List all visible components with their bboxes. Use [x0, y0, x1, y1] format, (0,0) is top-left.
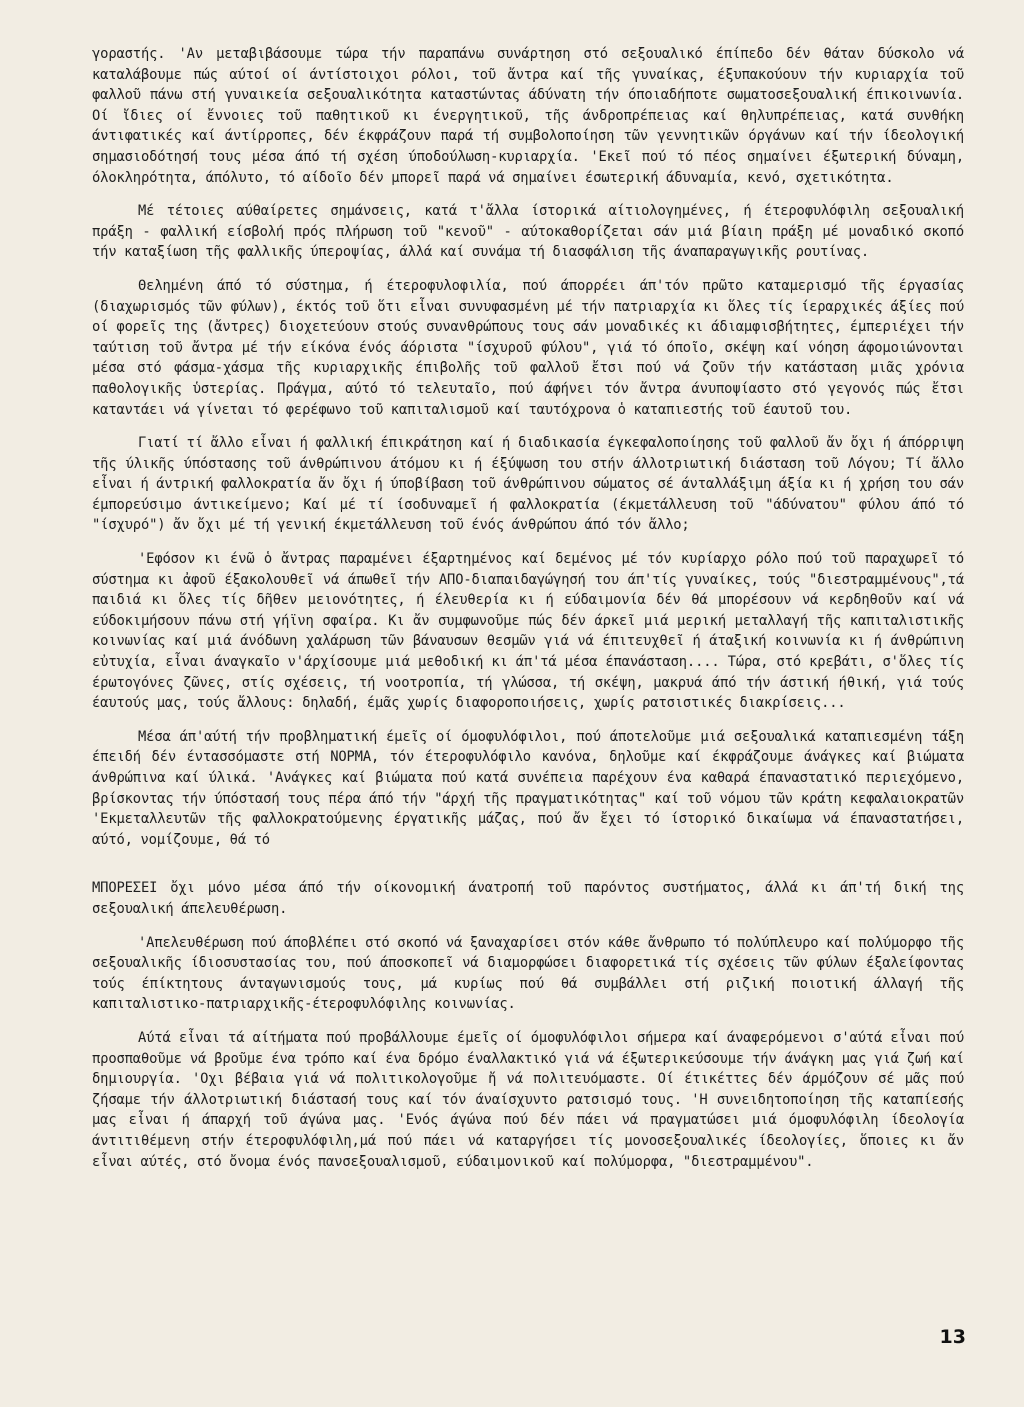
paragraph-3: Θελημένη άπό τό σύστημα, ή έτεροφυλοφιλία, πού άπορρέει άπ'τόν πρῶτο καταμερισμό τῆς έργασίας (διαχωρισμός τῶν φύλων), έκτός τοῦ ὅτι εἶναι συνυφασμένη μέ τήν πατριαρχία κι ὅλες τίς ίεραρχικές άξίες πού οί φορεῖς της (ἄντρες) διοχετεύουν στούς συνανθρώπους τους σάν μοναδικές κι άδιαμφισβήτητες, έμπεριέχει τήν ταύτιση τοῦ ἄντρα μέ τήν είκόνα ένός άόριστα "ίσχυροῦ φύλου", γιά τό όποῖο, σκέψη καί νόηση άφομοιώνονται μέσα στό φάσμα-χάσμα τῆς κυριαρχικῆς έπιβολῆς τοῦ φαλλοῦ ἔτσι πού νά ζοῦν τήν κατάσταση μιᾶς χρόνια παθολογικῆς ὑστερίας. Πράγμα, αύτό τό τελευταῖο, πού άφήνει τόν ἄντρα άνυποψίαστο στό γεγονός πώς ἔτσι καταντάει νά γίνεται τό φερέφωνο τοῦ καπιταλισμοῦ καί ταυτόχρονα ὁ καταπιεστής τοῦ έαυτοῦ του. — [92, 277, 964, 418]
page-number: 13 — [939, 1326, 966, 1348]
paragraph-5: 'Εφόσον κι ένῶ ὁ ἄντρας παραμένει έξαρτημένος καί δεμένος μέ τόν κυρίαρχο ρόλο πού τοῦ παραχωρεῖ τό σύστημα κι ἀφοῦ έξακολουθεῖ νά άπωθεῖ τήν ΑΠΟ-διαπαιδαγώγησή του άπ'τίς γυναίκες, τούς "διεστραμμένους",τά παιδιά κι ὅλες τίς δῆθεν μειονότητες, ή έλευθερία κι ή εύδαιμονία δέν θά μπορέσουν νά κερδηθοῦν καί νά εύδοκιμήσουν πάνω στή γήϊνη σφαίρα. Κι ἄν συμφωνοῦμε πώς δέν άρκεῖ μιά μερική μεταλλαγή τῆς καπιταλιστικῆς κοινωνίας καί μιά άνόδωνη χαλάρωση τῶν βάναυσων θεσμῶν γιά νά έπιτευχθεῖ ή άταξική κοινωνία κι ή άνθρώπινη εὐτυχία, εἶναι άναγκαῖο ν'άρχίσουμε μιά μεθοδική κι άπ'τά μέσα έπανάσταση.... Τώρα, στό κρεβάτι, σ'ὅλες τίς έρωτογόνες ζῶνες, στίς σχέσεις, τή νοοτροπία, τή γλώσσα, τή σκέψη, μακρυά άπό τήν άστική ήθική, γιά τούς έαυτούς μας, τούς ἄλλους: δηλαδή, έμᾶς χωρίς διαφοροποιήσεις, χωρίς ρατσιστικές διακρίσεις... — [92, 551, 964, 712]
paragraph-8: 'Απελευθέρωση πού άποβλέπει στό σκοπό νά ξαναχαρίσει στόν κάθε ἄνθρωπο τό πολύπλευρο καί πολύμορφο τῆς σεξουαλικῆς ίδιοσυστασίας του, πού άποσκοπεῖ νά διαμορφώσει διαφορετικά τίς σχέσεις τῶν φύλων έξαλείφοντας τούς έπίκτητους άνταγωνισμούς τους, μά κυρίως πού θά συμβάλλει στή ριζική ποιοτική άλλαγή τῆς καπιταλιστικο-πατριαρχικῆς-έτεροφυλόφιλης κοινωνίας. — [92, 934, 964, 1013]
paragraph-4: Γιατί τί ἄλλο εἶναι ή φαλλική έπικράτηση καί ή διαδικασία έγκεφαλοποίησης τοῦ φαλλοῦ ἄν ὄχι ή άπόρριψη τῆς ύλικῆς ύπόστασης τοῦ άνθρώπινου άτόμου κι ή έξύψωση του στήν άλλοτριωτική διάσταση τοῦ Λόγου; Τί ἄλλο εἶναι ή άντρική φαλλοκρατία ἄν ὄχι ή ύποβίβαση τοῦ άνθρώπινου σώματος σέ άνταλλάξιμη άξία κι ή χρήση του σάν έμπορεύσιμο άντικείμενο; Καί μέ τί ίσοδυναμεῖ ή φαλλοκρατία (έκμετάλλευση τοῦ "άδύνατου" φύλου άπό τό "ίσχυρό") ἄν ὄχι μέ τή γενική έκμετάλλευση τοῦ ένός άνθρώπου άπό τόν ἄλλο; — [92, 435, 964, 534]
paragraph-2: Μέ τέτοιες αύθαίρετες σημάνσεις, κατά τ'ἄλλα ίστορικά αίτιολογημένες, ή έτεροφυλόφιλη σεξουαλική πράξη - φαλλική είσβολή πρός πλήρωση τοῦ "κενοῦ" - αύτοκαθορίζεται σάν μιά βίαιη πράξη μέ μοναδικό σκοπό τήν καταξίωση τῆς φαλλικῆς ύπεροψίας, άλλά καί συνάμα τή διασφάλιση τῆς άναπαραγωγικῆς ρουτίνας. — [92, 203, 964, 261]
paragraph-9: Αύτά εἶναι τά αίτήματα πού προβάλλουμε έμεῖς οί όμοφυλόφιλοι σήμερα καί άναφερόμενοι σ'αύτά εἶναι πού προσπαθοῦμε νά βροῦμε ένα τρόπο καί ένα δρόμο έναλλακτικό γιά νά έξωτερικεύσουμε τήν άνάγκη μας γιά ζωή καί δημιουργία. 'Οχι βέβαια γιά νά πολιτικολογοῦμε ἤ νά πολιτευόμαστε. Οί έτικέττες δέν άρμόζουν σέ μᾶς πού ζήσαμε τήν άλλοτριωτική διάστασή τους καί τόν άναίσχυντο ρατσισμό τους. 'Η συνειδητοποίηση τῆς καταπίεσής μας εἶναι ή άπαρχή τοῦ άγώνα μας. 'Ενός άγώνα πού δέν πάει νά πραγματώσει μιά όμοφυλόφιλη ίδεολογία άντιτιθέμενη στήν έτεροφυλόφιλη,μά πού πάει νά καταργήσει τίς μονοσεξουαλικές ίδεολογίες, ὅποιες κι ἄν εἶναι αύτές, στό ὄνομα ένός πανσεξουαλισμοῦ, εύδαιμονικοῦ καί πολύμορφα, "διεστραμμένου". — [92, 1029, 964, 1170]
paragraph-6: Μέσα άπ'αύτή τήν προβληματική έμεῖς οί όμοφυλόφιλοι, πού άποτελοῦμε μιά σεξουαλικά καταπιεσμένη τάξη έπειδή δέν έντασσόμαστε στή ΝΟΡΜΑ, τόν έτεροφυλόφιλο κανόνα, δηλοῦμε καί έκφράζουμε άνάγκες καί βιώματα άνθρώπινα καί ύλικά. 'Ανάγκες καί βιώματα πού κατά συνέπεια παρέχουν ένα καθαρά έπαναστατικό περιεχόμενο, βρίσκοντας τήν ύπόστασή τους πέρα άπό τήν "άρχή τῆς πραγματικότητας" καί τοῦ νόμου τῶν κράτη κεφαλαιοκρατῶν 'Εκμεταλλευτῶν τῆς φαλλοκρατούμενης έργατικῆς μάζας, πού ἄν ἔχει τό ίστορικό δικαίωμα νά έπαναστατήσει, αύτό, νομίζουμε, θά τό — [92, 728, 964, 848]
paragraph-1: γοραστής. 'Αν μεταβιβάσουμε τώρα τήν παραπάνω συνάρτηση στό σεξουαλικό έπίπεδο δέν θάταν δύσκολο νά καταλάβουμε πώς αύτοί οί άντίστοιχοι ρόλοι, τοῦ ἄντρα καί τῆς γυναίκας, έξυπακούουν τήν κυριαρχία τοῦ φαλλοῦ πάνω στή γυναικεία σεξουαλικότητα καταστώντας άδύνατη τήν όποιαδήποτε σωματοσεξουαλική έπικοινωνία. Οί ἴδιες οί ἔννοιες τοῦ παθητικοῦ κι ένεργητικοῦ, τῆς άνδροπρέπειας καί θηλυπρέπειας, κατά συνθήκη άντιφατικές καί άντίρροπες, δέν έκφράζουν παρά τή συμβολοποίηση τῶν γεννητικῶν όργάνων καί τήν ίδεολογική σημασιοδότησή τους μέσα άπό τή σχέση ύποδούλωση-κυριαρχία. 'Εκεῖ πού τό πέος σημαίνει έξωτερική δύναμη, όλοκληρότητα, άπόλυτο, τό αίδοῖο δέν μπορεῖ παρά νά σημαίνει έσωτερική άδυναμία, κενό, σχετικότητα. — [92, 46, 964, 186]
paragraph-7: ΜΠΟΡΕΣΕΙ ὄχι μόνο μέσα άπό τήν οίκονομική άνατροπή τοῦ παρόντος συστήματος, άλλά κι άπ'τή δική της σεξουαλική άπελευθέρωση. — [92, 880, 964, 917]
